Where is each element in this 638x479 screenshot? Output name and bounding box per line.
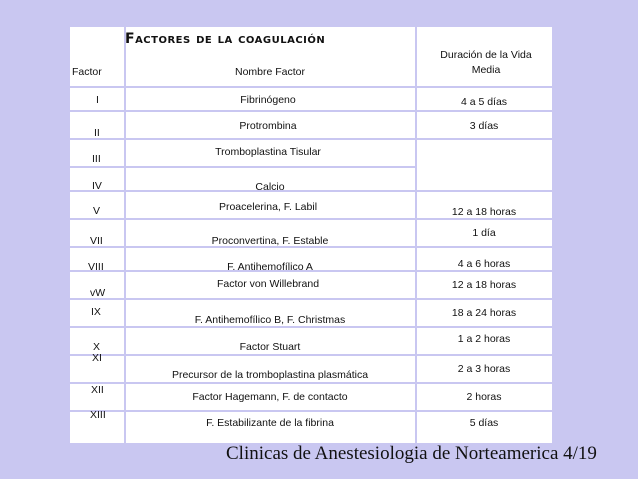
- factor-cell: II: [94, 127, 100, 139]
- table-title: Factores de la coagulación: [125, 31, 326, 47]
- factor-name-cell: Fibrinógeno: [240, 94, 296, 106]
- factor-name-cell: F. Estabilizante de la fibrina: [206, 417, 334, 429]
- factor-cell: XII: [91, 384, 104, 396]
- row-divider: [70, 138, 552, 140]
- factor-cell: V: [93, 205, 101, 217]
- factor-cell: XIII: [90, 409, 106, 421]
- half-life-cell: 5 días: [469, 417, 499, 429]
- half-life-cell: 12 a 18 horas: [451, 279, 517, 291]
- factor-name-cell: Factor Stuart: [239, 341, 301, 353]
- col-divider-2: [415, 27, 417, 443]
- row-divider: [70, 110, 552, 112]
- factor-cell: VIII: [88, 261, 104, 273]
- factor-name-cell: F. Antihemofílico A: [227, 261, 313, 273]
- factor-cell: I: [96, 94, 99, 106]
- factor-cell: XI: [92, 352, 102, 364]
- half-life-cell: 2 horas: [466, 391, 502, 403]
- factor-cell: IX: [91, 306, 101, 318]
- half-life-cell: 12 a 18 horas: [451, 206, 517, 218]
- half-life-cell: 1 a 2 horas: [457, 333, 511, 345]
- half-life-cell: 1 día: [472, 227, 496, 239]
- header-name: Nombre Factor: [234, 66, 306, 78]
- factor-name-cell: Factor Hagemann, F. de contacto: [192, 391, 348, 403]
- row-divider: [70, 190, 552, 192]
- factor-name-cell: Factor von Willebrand: [216, 278, 320, 290]
- row-divider: [70, 326, 552, 328]
- factor-cell: IV: [92, 180, 102, 192]
- factor-name-cell: Tromboplastina Tisular: [215, 146, 321, 158]
- factor-cell: X: [93, 341, 101, 353]
- header-factor: Factor: [72, 66, 102, 78]
- half-life-cell: 3 días: [469, 120, 499, 132]
- half-life-cell: 4 a 6 horas: [457, 258, 511, 270]
- factor-name-cell: Proacelerina, F. Labil: [218, 201, 318, 213]
- half-life-cell: 2 a 3 horas: [457, 363, 511, 375]
- row-divider: [70, 382, 552, 384]
- row-divider: [70, 298, 552, 300]
- factor-cell: III: [92, 153, 101, 165]
- col-divider-1: [124, 27, 126, 443]
- source-citation: Clinicas de Anestesiologia de Norteamerica 4/19: [226, 443, 597, 464]
- factor-name-cell: Precursor de la tromboplastina plasmática: [171, 369, 369, 381]
- factor-name-cell: Proconvertina, F. Estable: [211, 235, 329, 247]
- row-divider: [70, 218, 552, 220]
- factor-cell: vW: [90, 287, 106, 299]
- factor-cell: VII: [90, 235, 103, 247]
- factor-name-cell: Protrombina: [239, 120, 297, 132]
- header-duration-line2: Media: [471, 64, 501, 76]
- row-divider: [70, 166, 416, 168]
- factor-name-cell: Calcio: [255, 181, 285, 193]
- row-divider: [70, 86, 552, 88]
- row-divider: [70, 410, 552, 412]
- header-duration-line1: Duración de la Vida: [440, 49, 532, 61]
- factor-name-cell: F. Antihemofílico B, F. Christmas: [194, 314, 346, 326]
- half-life-cell: 18 a 24 horas: [451, 307, 517, 319]
- row-divider: [70, 354, 552, 356]
- half-life-cell: 4 a 5 días: [460, 96, 508, 108]
